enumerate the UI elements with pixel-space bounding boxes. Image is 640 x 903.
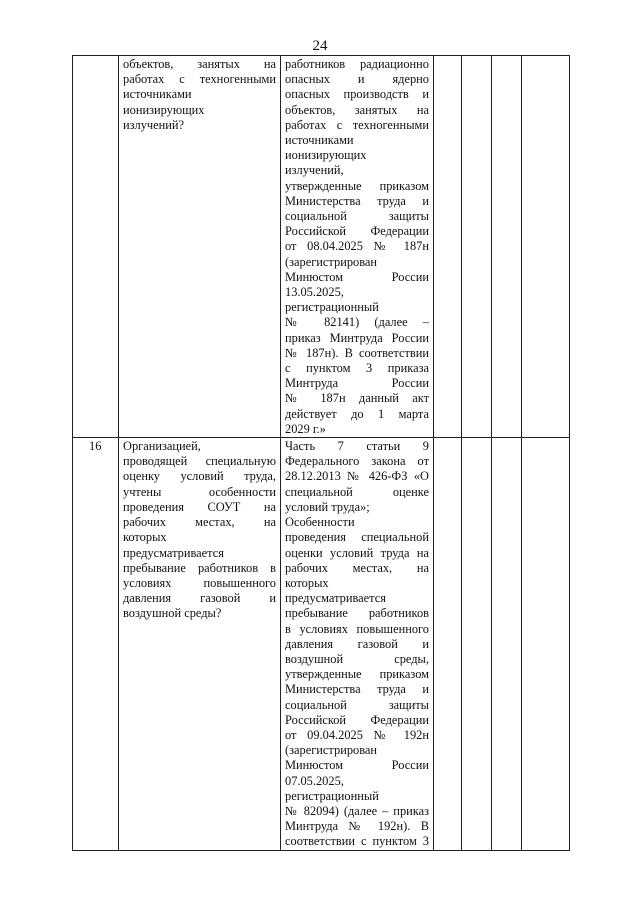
answer-na-cell (492, 56, 522, 438)
text-line: предусматривается (123, 545, 224, 560)
text-line: Минтруда России (285, 376, 429, 391)
text-line: действует до 1 марта (285, 406, 429, 421)
text-line: Минюстом России (285, 758, 429, 773)
text-line: предусматривается (285, 591, 386, 606)
legal-basis-cell (281, 56, 434, 438)
question-cell (119, 56, 281, 438)
text-line: 07.05.2025, (285, 773, 344, 788)
text-line: Министерства труда и (285, 682, 429, 697)
text-line: № 82141) (далее – (285, 315, 429, 330)
table-row (73, 438, 570, 850)
text-line: Минюстом России (285, 269, 429, 284)
text-line: которых (123, 530, 167, 545)
note-cell (522, 438, 570, 850)
text-line: № 187н данный акт (285, 391, 429, 406)
text-line: рабочих местах, на (285, 560, 429, 575)
text-line: от 08.04.2025 № 187н (285, 239, 429, 254)
checklist-table (72, 55, 570, 851)
text-line: ионизирующих (285, 148, 367, 163)
text-line: проводящей специальную (123, 454, 276, 469)
text-line: Минтруда № 192н). В (285, 819, 429, 834)
text-line: 28.12.2013 № 426-ФЗ «О (285, 469, 429, 484)
text-line: утвержденные приказом (285, 667, 429, 682)
text-line: работах с техногенными (123, 72, 276, 87)
text-line: которых (285, 575, 329, 590)
text-line: условий труда»; (285, 499, 370, 514)
text-line: источниками (123, 87, 192, 102)
text-line: Часть 7 статьи 9 (285, 439, 429, 454)
text-line: (зарегистрирован (285, 743, 378, 758)
text-line: работников радиационно (285, 57, 429, 71)
text-line: специальной оценке (285, 484, 429, 499)
legal-basis-cell (281, 438, 434, 850)
text-line: соответствии с пунктом 3 (285, 834, 429, 849)
text-line: объектов, занятых на (123, 57, 276, 71)
text-line: № 82094) (далее – приказ (285, 803, 429, 818)
question-cell (119, 438, 281, 850)
answer-na-cell (492, 438, 522, 850)
text-line: работах с техногенными (285, 117, 429, 132)
text-line: № 187н). В соответствии (285, 345, 429, 360)
text-line: в условиях повышенного (285, 621, 429, 636)
text-line: учтены особенности (123, 484, 276, 499)
text-line: рабочих местах, на (123, 515, 276, 530)
text-line: социальной защиты (285, 209, 429, 224)
answer-no-cell (462, 56, 492, 438)
text-line: излучений, (285, 163, 344, 178)
text-line: Особенности (285, 515, 355, 530)
text-line: от 09.04.2025 № 192н (285, 727, 429, 742)
text-line: пребывание работников (285, 606, 429, 621)
text-line: опасных и ядерно (285, 72, 429, 87)
text-line: условиях повышенного (123, 575, 276, 590)
answer-yes-cell (434, 56, 462, 438)
answer-yes-cell (434, 438, 462, 850)
note-cell (522, 56, 570, 438)
text-line: давления газовой и (123, 591, 276, 606)
text-line: регистрационный (285, 300, 379, 315)
row-number: 16 (73, 438, 119, 850)
text-line: оценки условий труда на (285, 545, 429, 560)
text-line: воздушной среды? (123, 606, 222, 621)
text-line: проведения СОУТ на (123, 499, 276, 514)
text-line: Российской Федерации (285, 224, 429, 239)
text-line: Организацией, (123, 439, 201, 454)
text-line: проведения специальной (285, 530, 429, 545)
text-line: Российской Федерации (285, 712, 429, 727)
text-line: оценку условий труда, (123, 469, 276, 484)
text-line: 2029 г.» (285, 421, 326, 436)
text-line: (зарегистрирован (285, 254, 378, 269)
text-line: опасных производств и (285, 87, 429, 102)
text-line: Федерального закона от (285, 454, 429, 469)
text-line: приказ Минтруда России (285, 330, 429, 345)
text-line: давления газовой и (285, 636, 429, 651)
text-line: воздушной среды, (285, 651, 429, 666)
text-line: 13.05.2025, (285, 285, 344, 300)
text-line: объектов, занятых на (285, 102, 429, 117)
row-number (73, 56, 119, 438)
answer-no-cell (462, 438, 492, 850)
table-row (73, 56, 570, 438)
text-line: с пунктом 3 приказа (285, 361, 429, 376)
text-line: Министерства труда и (285, 193, 429, 208)
text-line: излучений? (123, 117, 185, 132)
text-line: утвержденные приказом (285, 178, 429, 193)
text-line: социальной защиты (285, 697, 429, 712)
text-line: источниками (285, 133, 354, 148)
page-number: 24 (312, 38, 328, 54)
text-line: пребывание работников в (123, 560, 276, 575)
text-line: ионизирующих (123, 102, 205, 117)
text-line: регистрационный (285, 788, 379, 803)
